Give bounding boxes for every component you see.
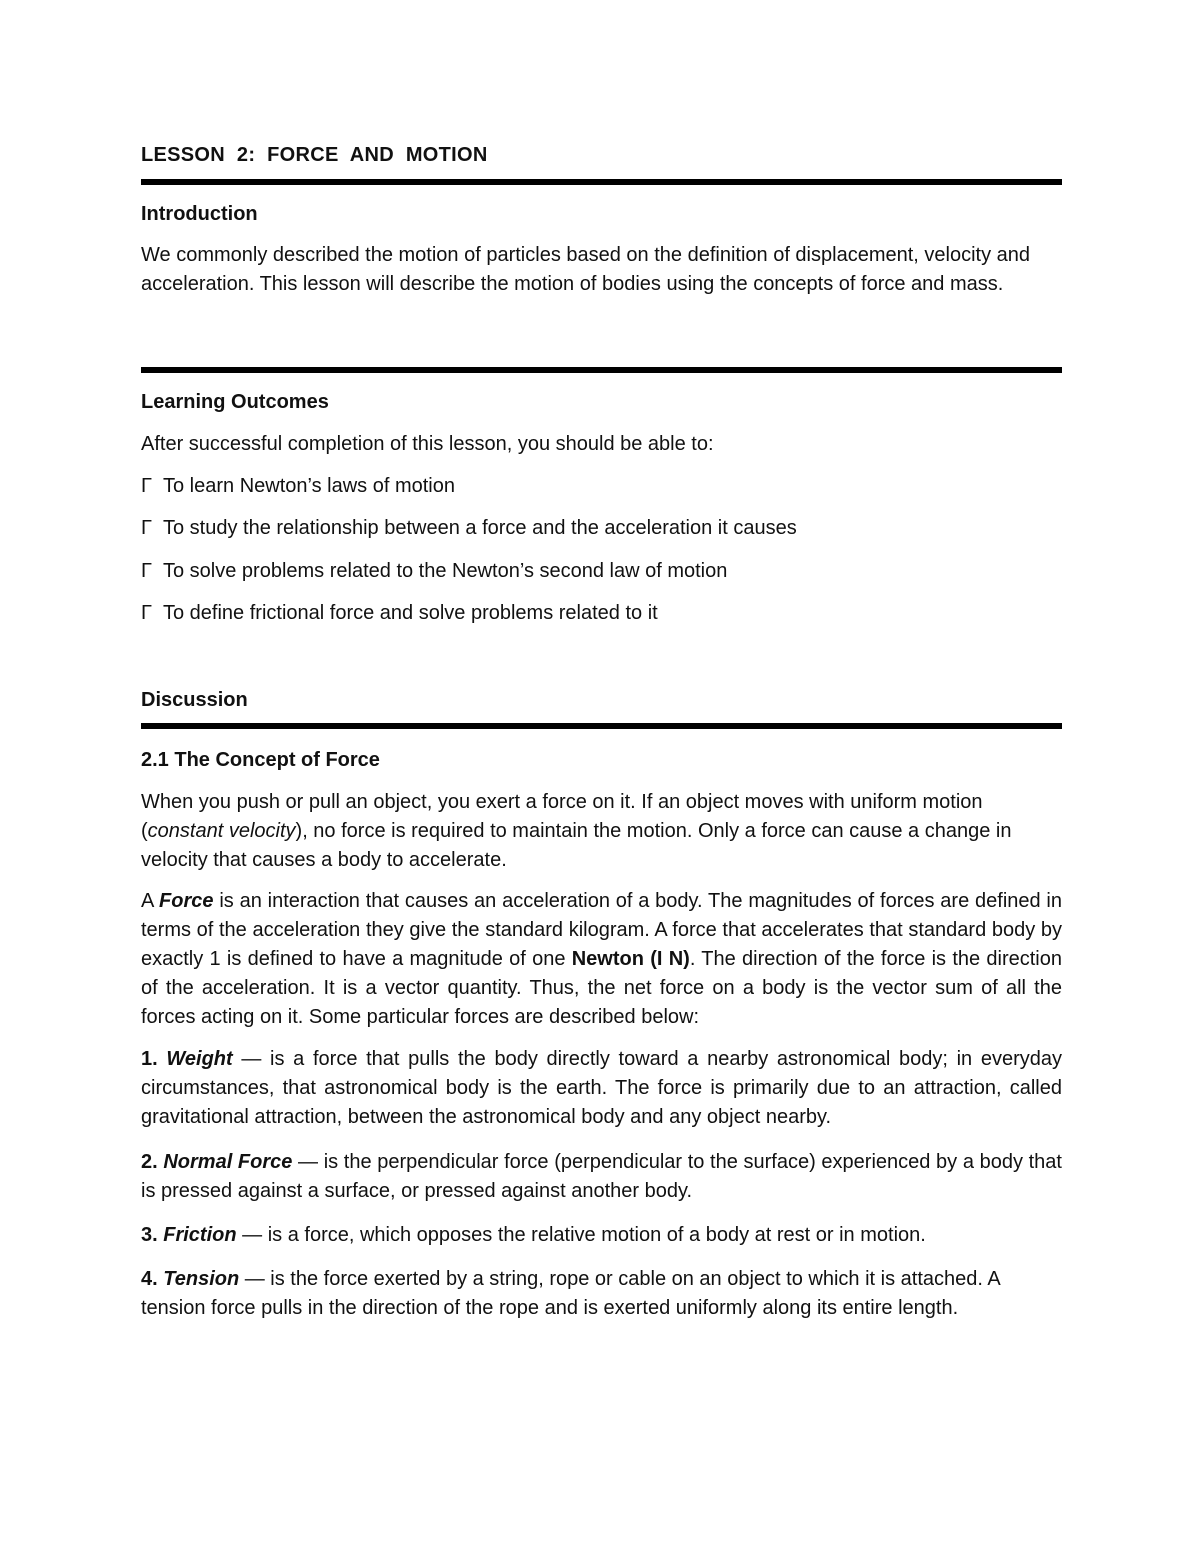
discussion-divider xyxy=(141,723,1062,729)
lesson-title: LESSON 2: FORCE AND MOTION xyxy=(141,144,488,166)
item-number: 1. xyxy=(141,1048,158,1070)
bullet-mark: Γ xyxy=(141,560,153,582)
paragraph-text: ), no force is required to maintain the motion. Only a force can cause a change in velocity that causes a body to accelerate. xyxy=(141,820,1012,871)
outcome-text: To study the relationship between a force and the acceleration it causes xyxy=(163,517,797,539)
force-description: — is a force, which opposes the relative motion of a body at rest or in motion. xyxy=(236,1224,926,1246)
discussion-heading: Discussion xyxy=(141,689,248,711)
emphasis-text: constant velocity xyxy=(147,820,296,842)
force-description: — is a force that pulls the body directly toward a nearby astronomical body; in everyday circumstances, that astronomical body is the earth. The force is primarily due to an attraction, called gravitational attraction, between the astronomical body and any object nearby. xyxy=(141,1048,1062,1128)
force-item-friction xyxy=(141,1221,1062,1250)
newton-unit: Newton (I N) xyxy=(571,948,690,970)
force-item-normal xyxy=(141,1148,1062,1206)
bullet-mark: Γ xyxy=(141,517,153,539)
force-description: — is the force exerted by a string, rope or cable on an object to which it is attached. A tension force pulls in the direction of the rope and is exerted uniformly along its entire length. xyxy=(141,1268,1000,1319)
learning-outcomes-heading: Learning Outcomes xyxy=(141,391,329,413)
section-title: 2.1 The Concept of Force xyxy=(141,749,380,771)
introduction-heading: Introduction xyxy=(141,203,258,225)
force-definition-paragraph xyxy=(141,887,1062,1032)
item-number: 4. xyxy=(141,1268,158,1290)
learning-outcomes-intro: After successful completion of this lesson, you should be able to: xyxy=(141,433,714,455)
outcome-text: To solve problems related to the Newton’s second law of motion xyxy=(163,560,728,582)
paragraph-text: A xyxy=(141,890,160,912)
force-item-tension xyxy=(141,1265,1062,1323)
force-intro-paragraph xyxy=(141,788,1062,875)
force-term: Force xyxy=(159,890,214,912)
outcome-text: To define frictional force and solve problems related to it xyxy=(163,602,658,624)
paragraph-text: is an interaction that causes an acceleration of a body. The magnitudes of forces are defined in terms of the acceleration they give the standard kilogram. A force that accelerates that standard body by exactly 1 is defined to have a magnitude of one xyxy=(141,890,1062,970)
outcome-item xyxy=(141,557,727,586)
introduction-divider xyxy=(141,367,1062,373)
paragraph-text: When you push or pull an object, you exert a force on it. If an object moves with uniform motion ( xyxy=(141,791,983,842)
introduction-text: We commonly described the motion of particles based on the definition of displacement, velocity and acceleration. This lesson will describe the motion of bodies using the concepts of force and mass. xyxy=(141,244,1031,295)
bullet-mark: Γ xyxy=(141,475,153,497)
force-name: Tension xyxy=(163,1268,240,1290)
outcome-text: To learn Newton’s laws of motion xyxy=(163,475,455,497)
force-name: Weight xyxy=(166,1048,233,1070)
outcome-item xyxy=(141,472,455,501)
force-name: Friction xyxy=(163,1224,237,1246)
outcome-item xyxy=(141,514,797,543)
item-number: 2. xyxy=(141,1151,158,1173)
force-description: — is the perpendicular force (perpendicular to the surface) experienced by a body that is pressed against a surface, or pressed against another body. xyxy=(141,1151,1062,1202)
paragraph-text: . The direction of the force is the direction of the acceleration. It is a vector quantity. Thus, the net force on a body is the vector sum of all the forces acting on it. Some particular forces are described below: xyxy=(141,948,1062,1028)
title-divider xyxy=(141,179,1062,185)
item-number: 3. xyxy=(141,1224,158,1246)
force-name: Normal Force xyxy=(163,1151,293,1173)
outcome-item xyxy=(141,599,658,628)
bullet-mark: Γ xyxy=(141,602,153,624)
force-item-weight xyxy=(141,1045,1062,1132)
